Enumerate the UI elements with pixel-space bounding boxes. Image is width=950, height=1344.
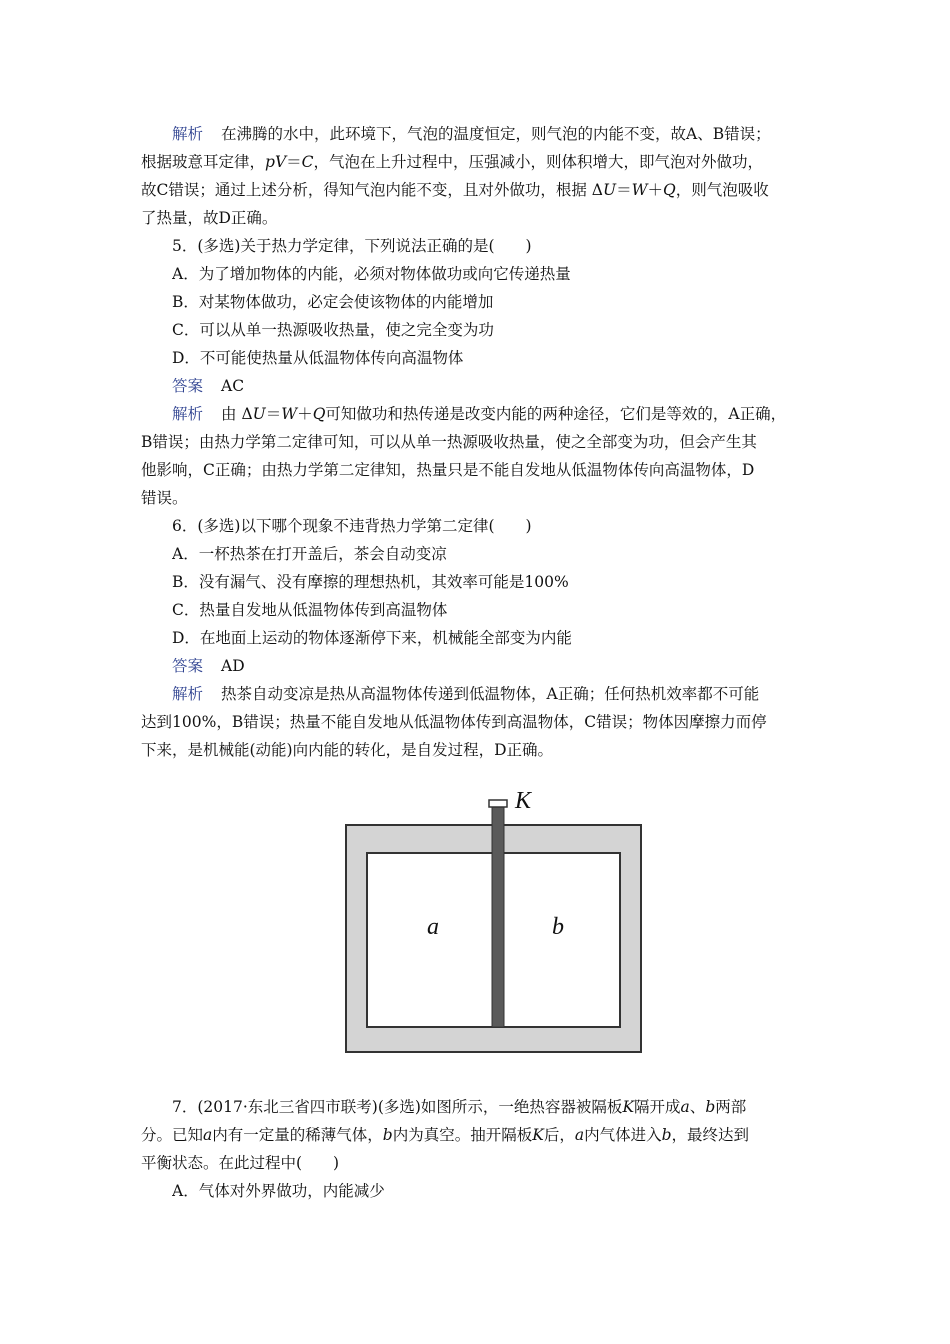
answer-value: AC [221, 377, 245, 395]
label-a: a [427, 914, 439, 940]
q4-analysis-line-2: 根据玻意耳定律，pV＝C，气泡在上升过程中，压强减小，则体积增大，即气泡对外做功， [141, 153, 764, 171]
q5-option-c: C．可以从单一热源吸收热量，使之完全变为功 [172, 321, 494, 339]
analysis-tag: 解析 [172, 685, 204, 703]
partition-k [492, 807, 504, 1027]
q5-option-d: D．不可能使热量从低温物体传向高温物体 [172, 349, 464, 367]
q7-option-a: A．气体对外界做功，内能减少 [172, 1182, 385, 1200]
analysis-tag: 解析 [172, 405, 204, 423]
label-b: b [552, 914, 564, 940]
q7-stem-line-2: 分。已知a内有一定量的稀薄气体，b内为真空。抽开隔板K后，a内气体进入b，最终达到 [141, 1126, 750, 1144]
answer-value: AD [221, 657, 245, 675]
answer-tag: 答案 [172, 657, 204, 675]
container-diagram [312, 763, 674, 1081]
q6-stem: 6．(多选)以下哪个现象不违背热力学第二定律( ) [172, 517, 532, 535]
q5-analysis-line-2: B错误；由热力学第二定律可知，可以从单一热源吸收热量，使之全部变为功，但会产生其 [141, 433, 757, 451]
q5-stem: 5．(多选)关于热力学定律，下列说法正确的是( ) [172, 237, 532, 255]
q7-stem-line-3: 平衡状态。在此过程中( ) [141, 1154, 340, 1172]
q4-analysis-line-3: 故C错误；通过上述分析，得知气泡内能不变，且对外做功，根据 ΔU＝W＋Q，则气泡吸收 [141, 181, 769, 199]
answer-tag: 答案 [172, 377, 204, 395]
q5-analysis-line-1: 解析 由 ΔU＝W＋Q可知做功和热传递是改变内能的两种途径，它们是等效的，A正确， [172, 405, 787, 423]
q6-answer [172, 652, 852, 680]
q5-answer [172, 372, 852, 400]
q6-option-d: D．在地面上运动的物体逐渐停下来，机械能全部变为内能 [172, 629, 572, 647]
q6-analysis-line-2: 达到100%，B错误；热量不能自发地从低温物体传到高温物体，C错误；物体因摩擦力而停 [141, 713, 767, 731]
q6-option-a: A．一杯热茶在打开盖后，茶会自动变凉 [172, 545, 447, 563]
q7-stem-line-1: 7．(2017·东北三省四市联考)(多选)如图所示，一绝热容器被隔板K隔开成a、b两部 [172, 1098, 747, 1116]
q4-analysis-line-4: 了热量，故D正确。 [141, 209, 278, 227]
partition-handle [489, 800, 507, 807]
analysis-tag: 解析 [172, 125, 204, 143]
q6-option-b: B．没有漏气、没有摩擦的理想热机，其效率可能是100% [172, 573, 569, 591]
label-k: K [515, 788, 532, 814]
q5-option-a: A．为了增加物体的内能，必须对物体做功或向它传递热量 [172, 265, 571, 283]
q4-analysis-line-1: 解析 在沸腾的水中，此环境下，气泡的温度恒定，则气泡的内能不变，故A、B错误； [172, 125, 771, 143]
q6-option-c: C．热量自发地从低温物体传到高温物体 [172, 601, 448, 619]
q6-analysis-line-3: 下来，是机械能(动能)向内能的转化，是自发过程，D正确。 [141, 741, 554, 759]
q6-analysis-line-1: 解析 热茶自动变凉是热从高温物体传递到低温物体，A正确；任何热机效率都不可能 [172, 685, 760, 703]
q5-option-b: B．对某物体做功，必定会使该物体的内能增加 [172, 293, 494, 311]
q5-analysis-line-3: 他影响，C正确；由热力学第二定律知，热量只是不能自发地从低温物体传向高温物体，D [141, 461, 755, 479]
q5-analysis-line-4: 错误。 [141, 489, 188, 507]
